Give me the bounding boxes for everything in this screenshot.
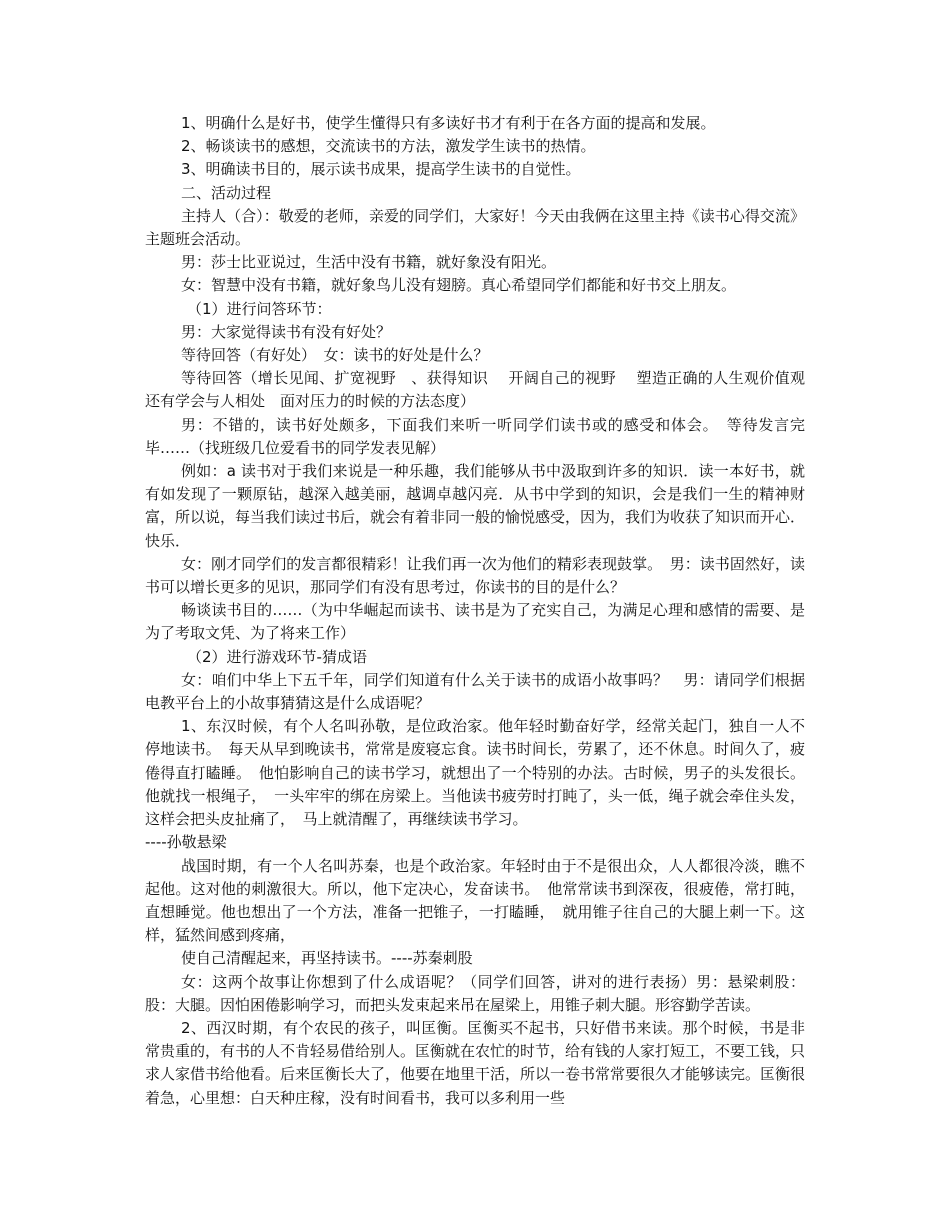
example-paragraph: 例如：a 读书对于我们来说是一种乐趣，我们能够从书中汲取到许多的知识．读一本好书，就有如发现了一颗原钻，越深入越美丽，越调卓越闪亮．从书中学到的知识，会是我们一生的精神财富，所以说，每当我们读过书后，就会有着非同一般的愉悦感受，因为，我们为收获了知识而开心．快乐． (145, 462, 806, 550)
story-kuangheng: 2、西汉时期，有个农民的孩子，叫匡衡。匡衡买不起书，只好借书来读。那个时候，书是非常贵重的，有书的人不肯轻易借给别人。匡衡就在农忙的时节，给有钱的人家打短工，不要工钱，只求人家借书给他看。后来匡衡长大了，他要在地里干活，所以一卷书常常要很久才能够读完。匡衡很着急，心里想：白天种庄稼，没有时间看书，我可以多利用一些 (145, 1018, 806, 1107)
idiom-sunjing: ----孙敬悬梁 (145, 833, 227, 852)
game-heading: （2）进行游戏环节-猜成语 (187, 647, 367, 666)
male-comment: 男：不错的，读书好处颇多，下面我们来听一听同学们读书或的感受和体会。 等待发言完毕……（找班级几位爱看书的同学发表见解） (145, 415, 805, 457)
host-opening: 主持人（合）：敬爱的老师，亲爱的同学们，大家好！今天由我俩在这里主持《读书心得交流》主题班会活动。 (145, 206, 805, 249)
female-praise: 女：刚才同学们的发言都很精彩！让我们再一次为他们的精彩表现鼓掌。 男：读书固然好，读书可以增长更多的见识，那同学们有没有思考过，你读书的目的是什么？ (145, 554, 805, 597)
answer-list: 等待回答（增长见闻、扩宽视野 、获得知识 开阔自己的视野 塑造正确的人生观价值观 还有学会与人相处 面对压力的时候的方法态度） (145, 369, 825, 411)
section-heading: 二、活动过程 (181, 183, 272, 202)
female-quote: 女：智慧中没有书籍，就好象鸟儿没有翅膀。真心希望同学们都能和好书交上朋友。 (181, 276, 737, 295)
male-question: 男：大家觉得读书有没有好处？ (181, 322, 392, 341)
goal-2: 2、畅谈读书的感想，交流读书的方法，激发学生读书的热情。 (181, 137, 596, 156)
qa-heading: （1）进行问答环节： (187, 299, 332, 318)
game-intro: 女：咱们中华上下五千年，同学们知道有什么关于读书的成语小故事吗？ 男：请同学们根据电教平台上的小故事猜猜这是什么成语呢？ (145, 670, 805, 713)
story-suqin-end: 使自己清醒起来，再坚持读书。----苏秦刺股 (181, 949, 473, 968)
answer-benefits: 等待回答（有好处） 女：读书的好处是什么？ (181, 346, 489, 365)
goal-1: 1、明确什么是好书，使学生懂得只有多读好书才有利于在各方面的提高和发展。 (181, 114, 716, 132)
idiom-explanation: 女：这两个故事让你想到了什么成语呢？（同学们回答，讲对的进行表扬）男：悬梁刺股：股：大腿。因怕困倦影响学习，而把头发束起来吊在屋梁上，用锥子刺大腿。形容勤学苦读。 (145, 972, 805, 1014)
story-sunjing: 1、东汉时候，有个人名叫孙敬，是位政治家。他年轻时勤奋好学，经常关起门，独自一人不停地读书。 每天从早到晚读书，常常是废寝忘食。读书时间长，劳累了，还不休息。时间久了，疲倦得直打瞌睡。 他怕影响自己的读书学习，就想出了一个特别的办法。古时候，男子的头发很长。他就找一根绳子， 一头牢牢的绑在房梁上。当他读书疲劳时打盹了，头一低，绳子就会牵住头发，这样会把头皮扯痛了， 马上就清醒了，再继续读书学习。 (145, 717, 805, 829)
document-body (145, 112, 825, 1110)
male-quote: 男：莎士比亚说过，生活中没有书籍，就好象没有阳光。 (181, 253, 557, 272)
story-suqin: 战国时期，有一个人名叫苏秦，也是个政治家。年轻时由于不是很出众，人人都很冷淡，瞧不起他。这对他的刺激很大。所以，他下定决心，发奋读书。 他常常读书到深夜，很疲倦，常打盹，直想睡觉。他也想出了一个方法，准备一把锥子，一打瞌睡， 就用锥子往自己的大腿上刺一下。这样，猛然间感到疼痛， (145, 856, 805, 945)
goal-3: 3、明确读书目的，展示读书成果，提高学生读书的自觉性。 (181, 160, 581, 179)
reading-purpose: 畅谈读书目的……（为中华崛起而读书、读书是为了充实自己，为满足心理和感情的需要、是为了考取文凭、为了将来工作） (145, 601, 805, 643)
